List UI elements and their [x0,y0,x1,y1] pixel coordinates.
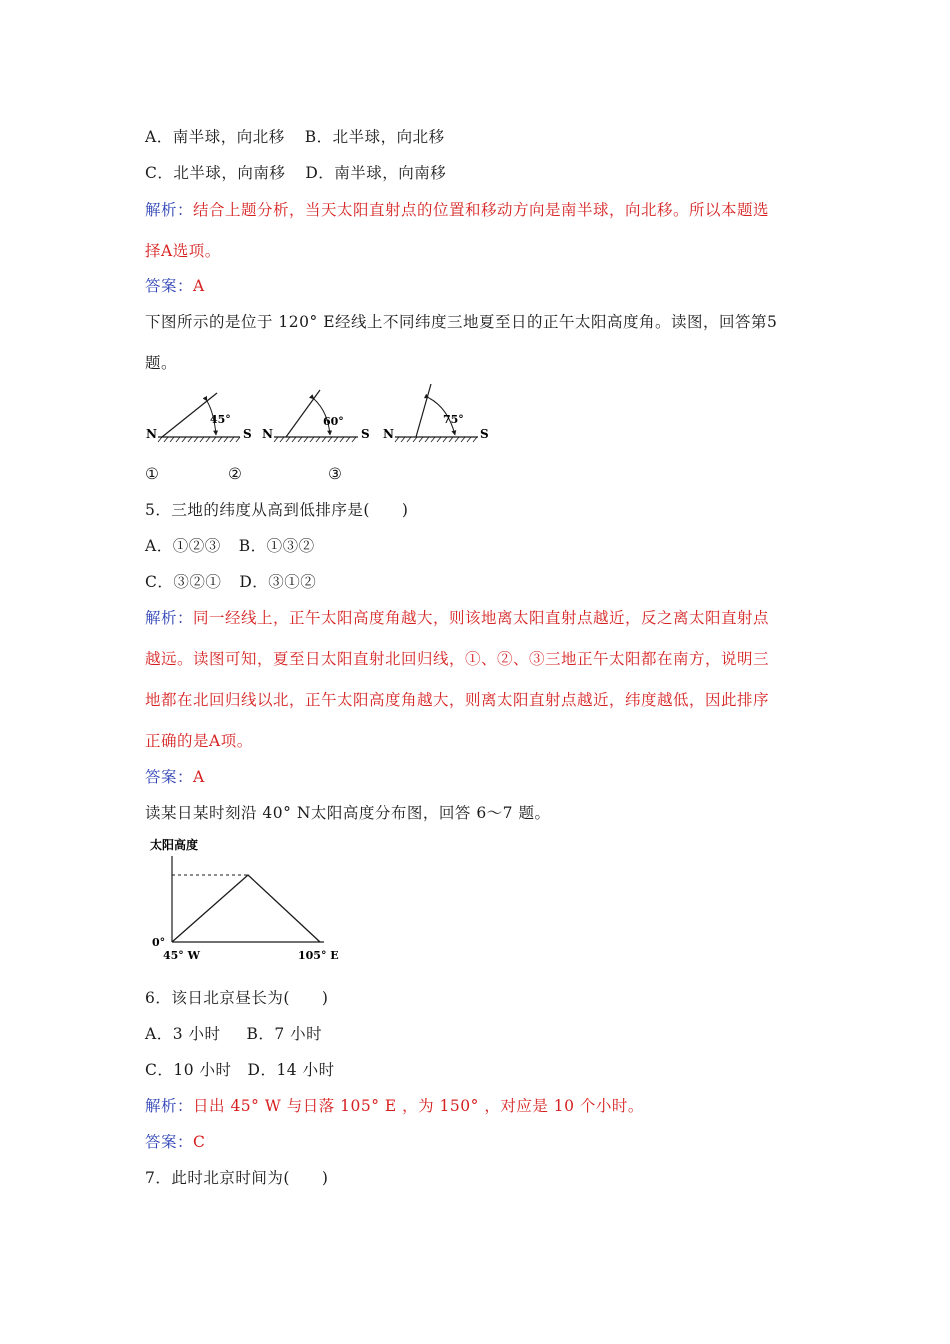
q4-analysis-label: 解析： [145,201,194,219]
q4-analysis-text-2: 择A选项。 [145,242,221,260]
chart-y-origin-label: 0° [152,936,166,949]
q5-analysis-text-1: 同一经线上，正午太阳高度角越大，则该地离太阳直射点越近，反之离太阳直射点 [193,609,770,627]
q4-answer-value: A [193,277,205,295]
q5-analysis-text-4: 正确的是A项。 [145,732,253,750]
chart-ylabel: 太阳高度 [150,838,199,852]
q6-stem: 6．该日北京昼长为( ) [145,989,329,1007]
q4-answer [145,276,205,296]
q6-answer [145,1132,205,1152]
panel-1-north: N [146,427,157,441]
q4-option-a: A．南半球，向北移 [145,128,285,146]
q7-stem: 7．此时北京时间为( ) [145,1169,329,1187]
sun-ray-2 [286,390,320,437]
q4-option-c: C．北半球，向南移 [145,164,286,182]
q6-option-c: C．10 小时 [145,1061,232,1079]
q5-stem: 5．三地的纬度从高到低排序是( ) [145,501,409,519]
q5-options-ab [145,536,315,556]
panel-3 [383,384,489,442]
q6-option-b: B．7 小时 [246,1025,323,1043]
q4-option-b: B．北半球，向北移 [304,128,445,146]
q6-answer-value: C [193,1133,206,1151]
q5-analysis [145,608,769,628]
panel-1-angle: 45° [210,413,231,426]
q5-answer-value: A [193,768,205,786]
q6-answer-label: 答案： [145,1133,194,1151]
panel-1 [146,393,252,442]
panel-2-marker: ② [228,465,243,483]
panel-2-angle: 60° [323,415,344,428]
q6-analysis-label: 解析： [145,1097,194,1115]
sun-ray-3 [416,384,431,437]
panel-2-south: S [361,427,370,441]
panel-3-north: N [383,427,394,441]
q4-analysis-text-1: 结合上题分析，当天太阳直射点的位置和移动方向是南半球，向北移。所以本题选 [193,201,770,219]
sun-ray-1 [162,393,217,437]
q6-options-ab [145,1024,322,1044]
panel-3-south: S [480,427,489,441]
q5-option-a: A．①②③ [145,537,221,555]
q6-analysis-text-1: 日出 45° W 与日落 105° E ，为 150° ，对应是 10 个小时。 [193,1097,644,1115]
sun-angle-figure [140,380,500,480]
q5-analysis-text-3: 地都在北回归线以北，正午太阳高度角越大，则离太阳直射点越近，纬度越低，因此排序 [145,691,770,709]
intro5-line1: 下图所示的是位于 120° E经线上不同纬度三地夏至日的正午太阳高度角。读图，回答第5 [145,313,778,331]
q4-options-ab [145,127,445,147]
q5-option-c: C．③②① [145,573,222,591]
chart-x-end-label: 105° E [298,949,339,962]
q6-options-cd [145,1060,335,1080]
q4-answer-label: 答案： [145,277,194,295]
q5-analysis-label: 解析： [145,609,194,627]
q5-option-d: D．③①② [239,573,317,591]
q6-option-a: A．3 小时 [145,1025,221,1043]
intro67-line1: 读某日某时刻沿 40° N太阳高度分布图，回答 6～7 题。 [145,804,551,822]
q5-options-cd [145,572,316,592]
panel-3-marker: ③ [328,465,343,483]
panel-2 [262,390,370,442]
q5-option-b: B．①③② [238,537,315,555]
q4-option-d: D．南半球，向南移 [305,164,447,182]
intro5-line2: 题。 [145,354,178,372]
q4-options-cd [145,163,446,183]
chart-x-start-label: 45° W [163,949,200,962]
q5-answer-label: 答案： [145,768,194,786]
panel-2-north: N [262,427,273,441]
q5-answer [145,767,205,787]
panel-3-angle: 75° [443,413,464,426]
chart-series-line [172,875,320,942]
q5-analysis-text-2: 越远。读图可知，夏至日太阳直射北回归线，①、②、③三地正午太阳都在南方，说明三 [145,650,770,668]
panel-1-marker: ① [145,465,160,483]
panel-1-south: S [243,427,252,441]
q4-analysis [145,200,769,220]
solar-altitude-chart [148,836,348,966]
q6-option-d: D．14 小时 [247,1061,335,1079]
q6-analysis [145,1096,644,1116]
